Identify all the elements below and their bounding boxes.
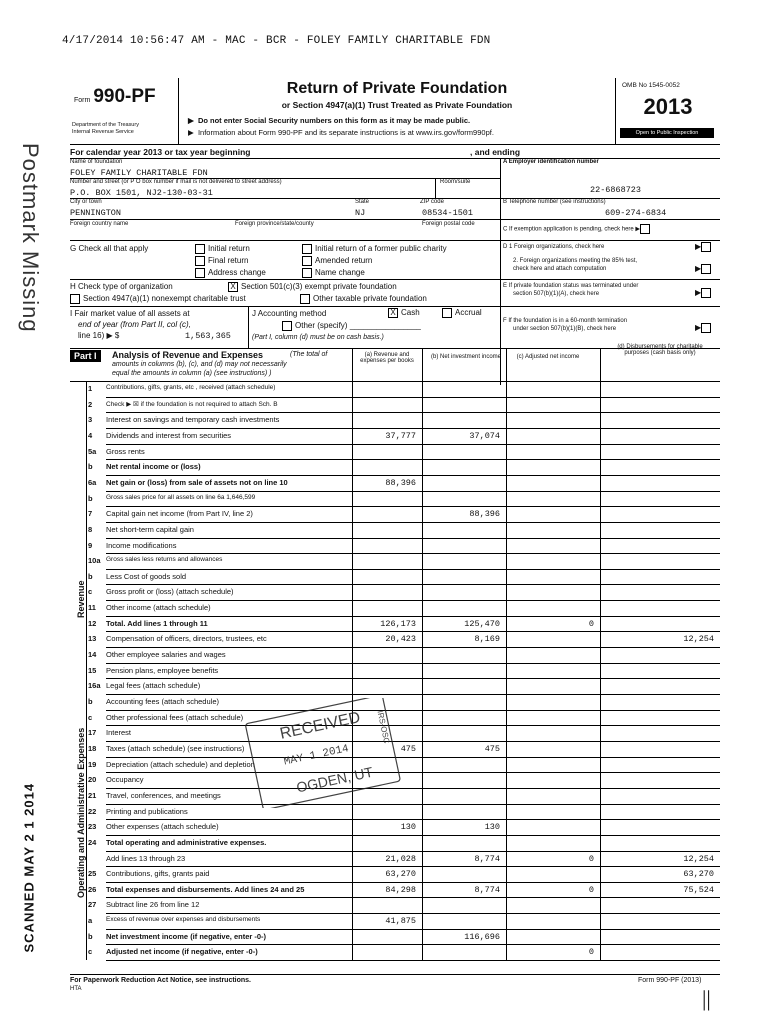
- foreign-country-label: Foreign country name: [70, 221, 129, 227]
- row-number: a: [88, 916, 93, 926]
- row-number: 26: [88, 884, 97, 894]
- f2-label: under section 507(b)(1)(B), check here: [513, 326, 617, 332]
- expenses-section-label: Operating and Administrative Expenses: [76, 727, 86, 898]
- cell-a: 88,396: [385, 477, 416, 488]
- row-label: Gross sales price for all assets on line 6a 1,646,599: [106, 493, 256, 501]
- cell-b: 125,470: [464, 618, 500, 629]
- row-label: Gross profit or (loss) (attach schedule): [106, 587, 234, 597]
- h-4947-checkbox[interactable]: [70, 294, 80, 304]
- row-number: b: [88, 697, 93, 706]
- paperwork-notice: For Paperwork Reduction Act Notice, see instructions.: [70, 977, 251, 984]
- row-number: b: [88, 571, 93, 581]
- row-label: Pension plans, employee benefits: [106, 665, 219, 675]
- row-number: 20: [88, 775, 97, 785]
- row-number: 24: [88, 837, 97, 847]
- scanned-stamp: SCANNED MAY 2 1 2014: [21, 782, 37, 953]
- pending-checkbox[interactable]: [640, 224, 650, 234]
- row-label: Other income (attach schedule): [106, 603, 211, 613]
- row-number: 4: [88, 430, 93, 440]
- phone-value: 609-274-6834: [605, 208, 667, 218]
- row-number: b: [88, 462, 93, 472]
- j-other: Other (specify) ________________: [282, 321, 421, 331]
- f-checkbox[interactable]: [701, 323, 711, 333]
- form-header: [70, 78, 720, 145]
- g-final: Final return: [195, 256, 248, 266]
- e1-label: E If private foundation status was terminated under: [503, 283, 639, 289]
- row-label: Net gain or (loss) from sale of assets not on line 10: [106, 477, 288, 487]
- part1-desc2: amounts in columns (b), (c), and (d) may not necessarily: [112, 361, 287, 368]
- year-box: [615, 78, 720, 144]
- cell-a: 41,875: [385, 916, 416, 927]
- foreign-postal-label: Foreign postal code: [422, 221, 475, 227]
- cell-a: 20,423: [385, 634, 416, 645]
- initial-former-checkbox[interactable]: [302, 244, 312, 254]
- received-stamp: [245, 698, 405, 808]
- address-change-checkbox[interactable]: [195, 268, 205, 278]
- row-label: Gross rents: [106, 446, 145, 456]
- row-number: 9: [88, 540, 93, 550]
- row-number: 27: [88, 900, 97, 910]
- stamp-line1: RECEIVED: [278, 709, 362, 743]
- cell-d: 63,270: [683, 869, 714, 880]
- row-number: 18: [88, 743, 97, 753]
- d1-checkbox[interactable]: [701, 242, 711, 252]
- row-label: Subtract line 26 from line 12: [106, 900, 200, 910]
- state-label: State: [355, 199, 370, 205]
- initial-return-checkbox[interactable]: [195, 244, 205, 254]
- cell-c: 0: [588, 884, 594, 895]
- pending-label: C If exemption application is pending, check here ▶: [503, 224, 653, 234]
- g-name: Name change: [302, 268, 365, 278]
- g-label: G Check all that apply: [70, 244, 149, 253]
- row-number: 6a: [88, 477, 97, 487]
- row-label: Add lines 13 through 23: [106, 853, 186, 863]
- cell-b: 130: [484, 822, 500, 833]
- g-address: Address change: [195, 268, 266, 278]
- phone-label: B Telephone number (see instructions): [503, 199, 606, 205]
- part1-title: Analysis of Revenue and Expenses: [112, 350, 264, 360]
- j-accrual: Accrual: [442, 308, 482, 318]
- row-number: c: [88, 712, 93, 722]
- fax-header: 4/17/2014 10:56:47 AM - MAC - BCR - FOLEY FAMILY CHARITABLE FDN: [62, 35, 491, 47]
- row-number: c: [88, 947, 93, 957]
- city-label: City or town: [70, 199, 102, 205]
- street-label: Number and street (or P O box number if mail is not delivered to street address): [70, 179, 282, 185]
- row-number: 3: [88, 415, 93, 425]
- cell-b: 8,169: [474, 634, 500, 645]
- row-label: Other expenses (attach schedule): [106, 822, 219, 832]
- row-label: Adjusted net income (if negative, enter -0-): [106, 947, 258, 957]
- d1-label: D 1 Foreign organizations, check here: [503, 244, 605, 250]
- row-label: Net rental income or (loss): [106, 462, 201, 472]
- d1-check: ▶: [695, 242, 714, 252]
- name-change-checkbox[interactable]: [302, 268, 312, 278]
- other-method-checkbox[interactable]: [282, 321, 292, 331]
- row-number: 22: [88, 806, 97, 816]
- accrual-checkbox[interactable]: [442, 308, 452, 318]
- row-label: Less Cost of goods sold: [106, 571, 187, 581]
- row-number: 19: [88, 759, 97, 769]
- tax-year: 2013: [643, 94, 693, 119]
- part1-desc3: equal the amounts in column (a) (see instructions) ): [112, 370, 272, 377]
- city-value: PENNINGTON: [70, 208, 122, 218]
- cash-checkbox[interactable]: X: [388, 308, 398, 318]
- row-label: Net investment income (if negative, enter -0-): [106, 931, 267, 941]
- i-line2: end of year (from Part II, col (c),: [78, 320, 191, 329]
- cell-a: 84,298: [385, 884, 416, 895]
- row-label: Other employee salaries and wages: [106, 650, 226, 660]
- row-label: Interest: [106, 728, 132, 738]
- j-note: (Part I, column (d) must be on cash basis.): [252, 334, 384, 341]
- cell-c: 0: [588, 947, 594, 958]
- ssn-warning: ▶ Do not enter Social Security numbers on this form as it may be made public.: [188, 116, 471, 125]
- col-a-header: (a) Revenue and expenses per books: [360, 352, 414, 364]
- ein-value: 22-6868723: [590, 185, 642, 195]
- row-label: Excess of revenue over expenses and disbursements: [106, 916, 261, 924]
- row-label: Net short-term capital gain: [106, 524, 194, 534]
- row-number: 5a: [88, 446, 97, 456]
- row-label: Travel, conferences, and meetings: [106, 790, 221, 800]
- row-number: 2: [88, 399, 93, 409]
- cell-b: 116,696: [464, 931, 500, 942]
- zip-label: ZIP code: [420, 199, 444, 205]
- final-return-checkbox[interactable]: [195, 256, 205, 266]
- row-number: b: [88, 493, 93, 503]
- row-number: 10a: [88, 556, 101, 566]
- form-id-box: [70, 78, 179, 144]
- public-inspection-badge: Open to Public Inspection: [620, 128, 714, 138]
- cell-a: 126,173: [380, 618, 416, 629]
- cell-a: 63,270: [385, 869, 416, 880]
- part1-tag: Part I: [70, 350, 101, 362]
- h-opt1: X Section 501(c)(3) exempt private foundation: [228, 282, 397, 292]
- row-label: Accounting fees (attach schedule): [106, 697, 219, 706]
- ein-label: A Employer identification number: [503, 159, 599, 165]
- stamp-line3: OGDEN, UT: [294, 763, 375, 796]
- row-label: Total operating and administrative expenses.: [106, 837, 267, 847]
- col-c-header: (c) Adjusted net income: [516, 354, 580, 360]
- i-line3: line 16) ▶ $: [78, 331, 120, 340]
- fmv-value: 1,563,365: [185, 331, 231, 341]
- revenue-section-label: Revenue: [76, 580, 86, 618]
- stamp-line2: MAY 1 2014: [282, 743, 350, 769]
- row-number: 1: [88, 384, 93, 393]
- h-label: H Check type of organization: [70, 282, 173, 291]
- room-label: Room/suite: [440, 179, 471, 185]
- f1-label: F If the foundation is in a 60-month termination: [503, 318, 628, 324]
- row-label: Contributions, gifts, grants paid: [106, 869, 210, 879]
- part1-desc1: (The total of: [290, 351, 328, 358]
- cell-b: 8,774: [474, 884, 500, 895]
- form-subtitle: or Section 4947(a)(1) Trust Treated as Private Foundation: [281, 100, 513, 110]
- h-opt2: Section 4947(a)(1) nonexempt charitable trust: [70, 294, 246, 304]
- row-label: Legal fees (attach schedule): [106, 681, 201, 691]
- row-number: 13: [88, 634, 97, 644]
- info-note: ▶ Information about Form 990-PF and its separate instructions is at www.irs.gov/form990pf.: [188, 128, 494, 137]
- i-line1: I Fair market value of all assets at: [70, 309, 190, 318]
- row-label: Depreciation (attach schedule) and depletion: [106, 759, 255, 769]
- d2-check: ▶: [695, 264, 714, 274]
- cell-a: 130: [400, 822, 416, 833]
- row-number: 7: [88, 509, 93, 519]
- cell-b: 37,074: [469, 430, 500, 441]
- cell-c: 0: [588, 618, 594, 629]
- postmark-note: Postmark Missing: [18, 143, 43, 333]
- form-number: Form 990-PF: [74, 86, 156, 107]
- cell-d: 12,254: [683, 853, 714, 864]
- cell-c: 0: [588, 853, 594, 864]
- row-number: b: [88, 931, 93, 941]
- j-label: J Accounting method: [252, 309, 327, 318]
- h-opt3: Other taxable private foundation: [300, 294, 427, 304]
- form-ref: Form 990-PF (2013): [638, 977, 702, 984]
- e2-label: section 507(b)(1)(A), check here: [513, 291, 600, 297]
- foundation-name: FOLEY FAMILY CHARITABLE FDN: [70, 168, 208, 178]
- row-number: 11: [88, 603, 96, 613]
- cell-a: 475: [400, 743, 416, 754]
- department: Department of the Treasury Internal Revenue Service: [72, 122, 139, 135]
- row-number: c: [88, 587, 93, 597]
- f-check: ▶: [695, 323, 714, 333]
- row-label: Gross sales less returns and allowances: [106, 556, 223, 564]
- omb-number: OMB No 1545-0052: [622, 82, 680, 89]
- cell-a: 37,777: [385, 430, 416, 441]
- row-label: Taxes (attach schedule) (see instructions): [106, 743, 245, 753]
- col-b-header: (b) Net investment income: [430, 354, 502, 360]
- cell-d: 12,254: [683, 634, 714, 645]
- row-label: Total expenses and disbursements. Add lines 24 and 25: [106, 884, 305, 894]
- cell-b: 88,396: [469, 509, 500, 520]
- row-label: Check ▶ ☒ if the foundation is not required to attach Sch. B: [106, 400, 278, 408]
- hta-label: HTA: [70, 986, 82, 992]
- g-amended: Amended return: [302, 256, 372, 266]
- foreign-province-label: Foreign province/state/county: [235, 221, 314, 227]
- amended-return-checkbox[interactable]: [302, 256, 312, 266]
- cell-d: 75,524: [683, 884, 714, 895]
- d2b-label: check here and attach computation: [513, 266, 607, 272]
- row-number: 8: [88, 524, 93, 534]
- form-title: Return of Private Foundation: [286, 80, 508, 97]
- form-990pf: [70, 78, 720, 1011]
- g-initial: Initial return: [195, 244, 250, 254]
- row-number: 21: [88, 790, 97, 800]
- j-cash: X Cash: [388, 308, 420, 318]
- g-initial-former: Initial return of a former public charity: [302, 244, 447, 254]
- cell-a: 21,028: [385, 853, 416, 864]
- e-checkbox[interactable]: [701, 288, 711, 298]
- cell-b: 475: [484, 743, 500, 754]
- row-number: 17: [88, 728, 97, 738]
- h-other-checkbox[interactable]: [300, 294, 310, 304]
- row-label: Dividends and interest from securities: [106, 430, 232, 440]
- row-label: Other professional fees (attach schedule): [106, 712, 244, 722]
- hand-mark: ||: [702, 986, 711, 1011]
- row-label: Occupancy: [106, 775, 144, 785]
- calendar-line: For calendar year 2013 or tax year beginning: [70, 147, 251, 157]
- row-label: Compensation of officers, directors, trustees, etc: [106, 634, 267, 644]
- row-number: 12: [88, 618, 97, 628]
- row-label: Capital gain net income (from Part IV, line 2): [106, 509, 253, 519]
- row-number: 15: [88, 665, 97, 675]
- name-label: Name of foundation: [70, 159, 123, 165]
- row-label: Interest on savings and temporary cash investments: [106, 415, 280, 425]
- street-value: P.O. BOX 1501, NJ2-130-03-31: [70, 188, 213, 198]
- row-number: 23: [88, 822, 97, 832]
- stamp-side: IRS-OSC: [375, 709, 392, 745]
- d2-checkbox[interactable]: [701, 264, 711, 274]
- d2a-label: 2. Foreign organizations meeting the 85% test,: [513, 258, 638, 264]
- row-label: Contributions, gifts, grants, etc , received (attach schedule): [106, 384, 276, 391]
- and-ending: , and ending: [470, 147, 521, 157]
- row-label: Total. Add lines 1 through 11: [106, 618, 208, 628]
- col-d-header: (d) Disbursements for charitable purposes (cash basis only): [617, 344, 703, 356]
- state-value: NJ: [355, 208, 366, 218]
- row-number: 14: [88, 650, 97, 660]
- zip-value: 08534-1501: [422, 208, 474, 218]
- row-number: 16a: [88, 681, 101, 691]
- e-check: ▶: [695, 288, 714, 298]
- cell-b: 8,774: [474, 853, 500, 864]
- row-label: Printing and publications: [106, 806, 188, 816]
- row-label: Income modifications: [106, 540, 177, 550]
- h-501c3-checkbox[interactable]: X: [228, 282, 238, 292]
- row-number: 25: [88, 869, 97, 879]
